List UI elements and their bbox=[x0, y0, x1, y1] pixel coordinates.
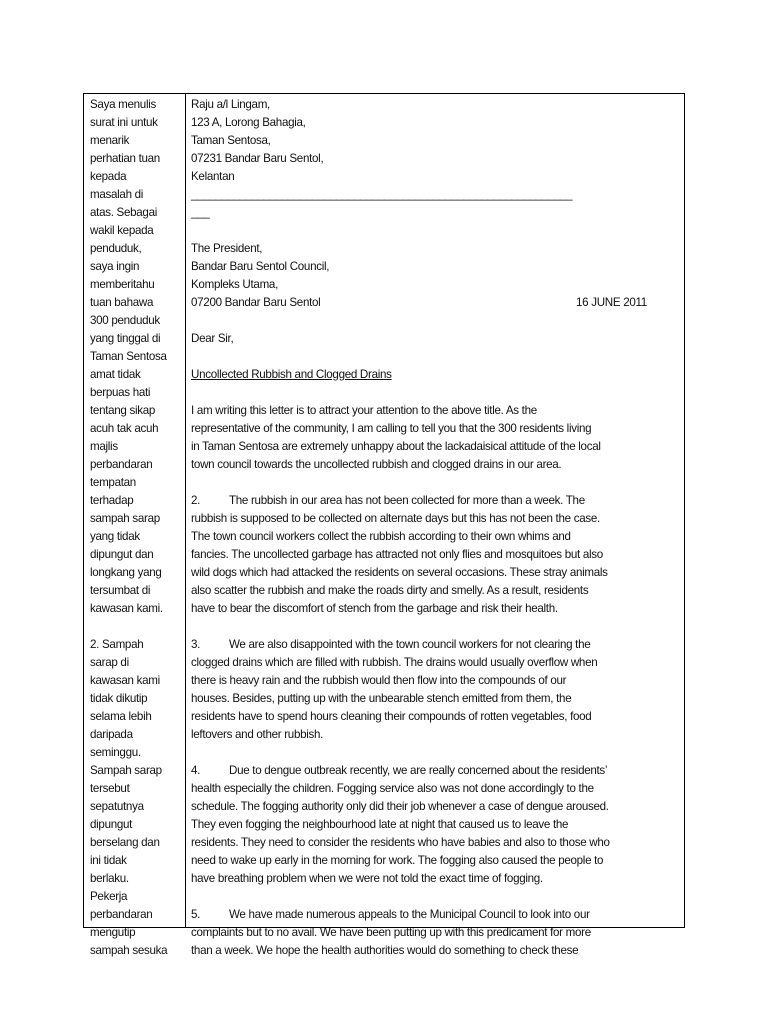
sender-line: Raju a/l Lingam, bbox=[191, 98, 270, 111]
text-line: perhatian tuan bbox=[90, 152, 160, 165]
text-line: tentang sikap bbox=[90, 404, 156, 417]
text-line: in Taman Sentosa are extremely unhappy about the lackadaisical attitude of the local bbox=[191, 440, 601, 453]
text-line: perbandaran bbox=[90, 458, 153, 471]
text-line: also scatter the rubbish and make the roads dirty and smelly. As a result, residents bbox=[191, 584, 589, 597]
paragraph-number: 2. bbox=[191, 494, 201, 507]
text-line: residents. They need to consider the residents who have babies and also to those who bbox=[191, 836, 610, 849]
text-line: residents have to spend hours cleaning their compounds of rotten vegetables, food bbox=[191, 710, 592, 723]
paragraph-number: 3. bbox=[191, 638, 201, 651]
text-line: mengutip bbox=[90, 926, 136, 939]
text-line: terhadap bbox=[90, 494, 134, 507]
text-line: tuan bahawa bbox=[90, 296, 154, 309]
salutation: Dear Sir, bbox=[191, 332, 234, 345]
text-line: fancies. The uncollected garbage has attracted not only flies and mosquitoes but also bbox=[191, 548, 603, 561]
text-line: majlis bbox=[90, 440, 118, 453]
text-line: saya ingin bbox=[90, 260, 140, 273]
letter-paragraph-2 bbox=[191, 492, 681, 618]
text-line: 2. The rubbish in our area has not been collected for more than a week. The bbox=[191, 492, 681, 510]
text-line: tempatan bbox=[90, 476, 136, 489]
text-line: sampah sesuka bbox=[90, 944, 168, 957]
letter-paragraph-1 bbox=[191, 402, 681, 474]
text-line: houses. Besides, putting up with the unbearable stench emitted from them, the bbox=[191, 692, 572, 705]
malay-paragraph-2 bbox=[90, 636, 182, 960]
text-line: 2. Sampah bbox=[90, 638, 144, 651]
paragraph-number: 5. bbox=[191, 908, 201, 921]
text-line: masalah di bbox=[90, 188, 144, 201]
text-line: They even fogging the neighbourhood late at night that caused us to leave the bbox=[191, 818, 569, 831]
text-line: selama lebih bbox=[90, 710, 152, 723]
text-line: I am writing this letter is to attract your attention to the above title. As the bbox=[191, 404, 537, 417]
text-line: longkang yang bbox=[90, 566, 162, 579]
text-line: wild dogs which had attacked the residents on several occasions. These stray animals bbox=[191, 566, 608, 579]
address-divider-continuation: ___ bbox=[191, 206, 210, 219]
text-line: sepatutnya bbox=[90, 800, 144, 813]
text-line: Sampah sarap bbox=[90, 764, 162, 777]
letter-paragraph-4 bbox=[191, 762, 681, 888]
text-line: berlaku. bbox=[90, 872, 129, 885]
text-line: wakil kepada bbox=[90, 224, 154, 237]
text-line: tidak dikutip bbox=[90, 692, 148, 705]
sender-line: 07231 Bandar Baru Sentol, bbox=[191, 152, 324, 165]
sender-line: 123 A, Lorong Bahagia, bbox=[191, 116, 306, 129]
text-line: kawasan kami. bbox=[90, 602, 163, 615]
text-line: berpuas hati bbox=[90, 386, 151, 399]
text-line: perbandaran bbox=[90, 908, 153, 921]
text-line: berselang dan bbox=[90, 836, 160, 849]
text-line: Saya menulis bbox=[90, 98, 156, 111]
text-line: clogged drains which are filled with rubbish. The drains would usually overflow when bbox=[191, 656, 598, 669]
sender-line: Taman Sentosa, bbox=[191, 134, 271, 147]
malay-translation-column bbox=[90, 96, 182, 957]
text-line: Pekerja bbox=[90, 890, 128, 903]
text-line: tersebut bbox=[90, 782, 130, 795]
text-line: complaints but to no avail. We have been putting up with this predicament for more bbox=[191, 926, 591, 939]
recipient-date-row bbox=[191, 294, 681, 312]
text-line: kawasan kami bbox=[90, 674, 160, 687]
text-line: 4. Due to dengue outbreak recently, we are really concerned about the residents’ bbox=[191, 762, 681, 780]
address-divider: _______________________________________________________________ bbox=[191, 188, 573, 201]
letter-table bbox=[83, 93, 685, 957]
letter-paragraph-5 bbox=[191, 906, 681, 960]
recipient-line: The President, bbox=[191, 242, 263, 255]
text-line: The town council workers collect the rubbish according to their own whims and bbox=[191, 530, 571, 543]
text-line: tersumbat di bbox=[90, 584, 151, 597]
text-line: rubbish is supposed to be collected on alternate days but this has not been the case. bbox=[191, 512, 600, 525]
column-divider bbox=[185, 94, 186, 927]
text-line: dipungut bbox=[90, 818, 133, 831]
text-line: daripada bbox=[90, 728, 133, 741]
text-line: have breathing problem when we were not told the exact time of fogging. bbox=[191, 872, 543, 885]
text-line: atas. Sebagai bbox=[90, 206, 158, 219]
recipient-line: Kompleks Utama, bbox=[191, 278, 278, 291]
text-line: 3. We are also disappointed with the town council workers for not clearing the bbox=[191, 636, 681, 654]
text-line: ini tidak bbox=[90, 854, 127, 867]
text-line: penduduk, bbox=[90, 242, 142, 255]
text-line: 300 penduduk bbox=[90, 314, 160, 327]
text-line: than a week. We hope the health authorities would do something to check these bbox=[191, 944, 579, 957]
text-line: Taman Sentosa bbox=[90, 350, 167, 363]
paragraph-number: 4. bbox=[191, 764, 201, 777]
text-line: town council towards the uncollected rubbish and clogged drains in our area. bbox=[191, 458, 562, 471]
recipient-line: 07200 Bandar Baru Sentol bbox=[191, 296, 321, 309]
text-line: dipungut dan bbox=[90, 548, 154, 561]
letter-date: 16 JUNE 2011 bbox=[576, 296, 647, 309]
text-line: seminggu. bbox=[90, 746, 141, 759]
malay-paragraph-1 bbox=[90, 96, 182, 618]
sender-address bbox=[191, 96, 681, 186]
text-line: health especially the children. Fogging service also was not done accordingly to the bbox=[191, 782, 594, 795]
text-line: leftovers and other rubbish. bbox=[191, 728, 324, 741]
recipient-line: Bandar Baru Sentol Council, bbox=[191, 260, 330, 273]
text-line: need to wake up early in the morning for work. The fogging also caused the people to bbox=[191, 854, 604, 867]
text-line: representative of the community, I am calling to tell you that the 300 residents living bbox=[191, 422, 592, 435]
letter-subject: Uncollected Rubbish and Clogged Drains bbox=[191, 368, 392, 381]
recipient-address bbox=[191, 240, 681, 312]
text-line: 5. We have made numerous appeals to the Municipal Council to look into our bbox=[191, 906, 681, 924]
text-line: surat ini untuk bbox=[90, 116, 158, 129]
english-letter-column bbox=[191, 96, 681, 957]
text-line: yang tinggal di bbox=[90, 332, 161, 345]
text-line: sarap di bbox=[90, 656, 129, 669]
letter-paragraph-3 bbox=[191, 636, 681, 744]
text-line: sampah sarap bbox=[90, 512, 160, 525]
text-line: memberitahu bbox=[90, 278, 155, 291]
sender-line: Kelantan bbox=[191, 170, 235, 183]
text-line: there is heavy rain and the rubbish would then flow into the compounds of our bbox=[191, 674, 567, 687]
text-line: kepada bbox=[90, 170, 127, 183]
text-line: menarik bbox=[90, 134, 130, 147]
text-line: yang tidak bbox=[90, 530, 140, 543]
text-line: schedule. The fogging authority only did their job whenever a case of dengue aroused. bbox=[191, 800, 609, 813]
text-line: amat tidak bbox=[90, 368, 141, 381]
text-line: acuh tak acuh bbox=[90, 422, 159, 435]
text-line: have to bear the discomfort of stench from the garbage and risk their health. bbox=[191, 602, 558, 615]
